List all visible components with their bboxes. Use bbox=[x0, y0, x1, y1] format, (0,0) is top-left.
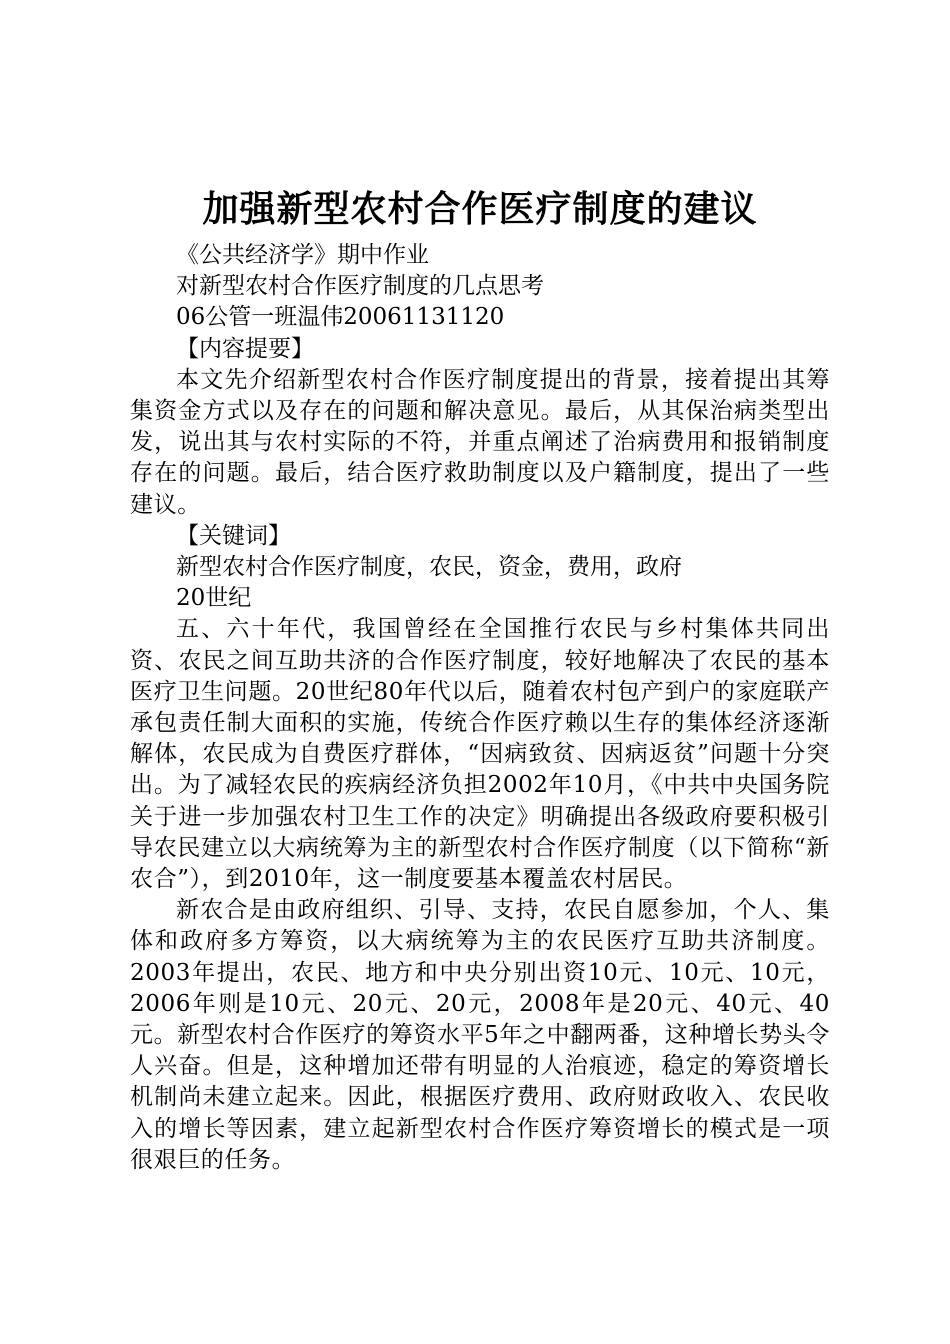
author-line: 06公管一班温伟20061131120 bbox=[176, 304, 505, 331]
body-paragraph-1: 五、六十年代，我国曾经在全国推行农民与乡村集体共同出资、农民之间互助共济的合作医疗制度，较好地解决了农民的基本医疗卫生问题。20世纪80年代以后，随着农村包产到户的家庭联产承包责任制大面积的实施，传统合作医疗赖以生存的集体经济逐渐解体，农民成为自费医疗群体，“因病致贫、因病返贫”问题十分突出。为了减轻农民的疾病经济负担2002年10月，《中共中央国务院关于进一步加强农村卫生工作的决定》明确提出各级政府要积极引导农民建立以大病统筹为主的新型农村合作医疗制度（以下简称“新农合”），到2010年，这一制度要基本覆盖农村居民。 bbox=[130, 616, 830, 893]
document-page bbox=[130, 186, 830, 1176]
abstract-heading: 【内容提要】 bbox=[176, 335, 314, 362]
abstract-paragraph: 本文先介绍新型农村合作医疗制度提出的背景，接着提出其筹集资金方式以及存在的问题和解决意见。最后，从其保治病类型出发，说出其与农村实际的不符，并重点阐述了治病费用和报销制度存在的问题。最后，结合医疗救助制度以及户籍制度，提出了一些建议。 bbox=[130, 366, 830, 518]
body-paragraph-2: 新农合是由政府组织、引导、支持，农民自愿参加，个人、集体和政府多方筹资，以大病统筹为主的农民医疗互助共济制度。2003年提出，农民、地方和中央分别出资10元、10元、10元，2006年则是10元、20元、20元，2008年是20元、40元、40元。新型农村合作医疗的筹资水平5年之中翻两番，这种增长势头令人兴奋。但是，这种增加还带有明显的人治痕迹，稳定的筹资增长机制尚未建立起来。因此，根据医疗费用、政府财政收入、农民收入的增长等因素，建立起新型农村合作医疗筹资增长的模式是一项很艰巨的任务。 bbox=[130, 897, 830, 1173]
subtitle-line: 对新型农村合作医疗制度的几点思考 bbox=[176, 273, 544, 300]
keywords-heading: 【关键词】 bbox=[176, 522, 291, 549]
document-title: 加强新型农村合作医疗制度的建议 bbox=[202, 188, 758, 230]
course-line: 《公共经济学》期中作业 bbox=[176, 242, 429, 268]
section-start-line: 20世纪 bbox=[176, 585, 252, 612]
keywords-line: 新型农村合作医疗制度，农民，资金，费用，政府 bbox=[176, 554, 682, 581]
